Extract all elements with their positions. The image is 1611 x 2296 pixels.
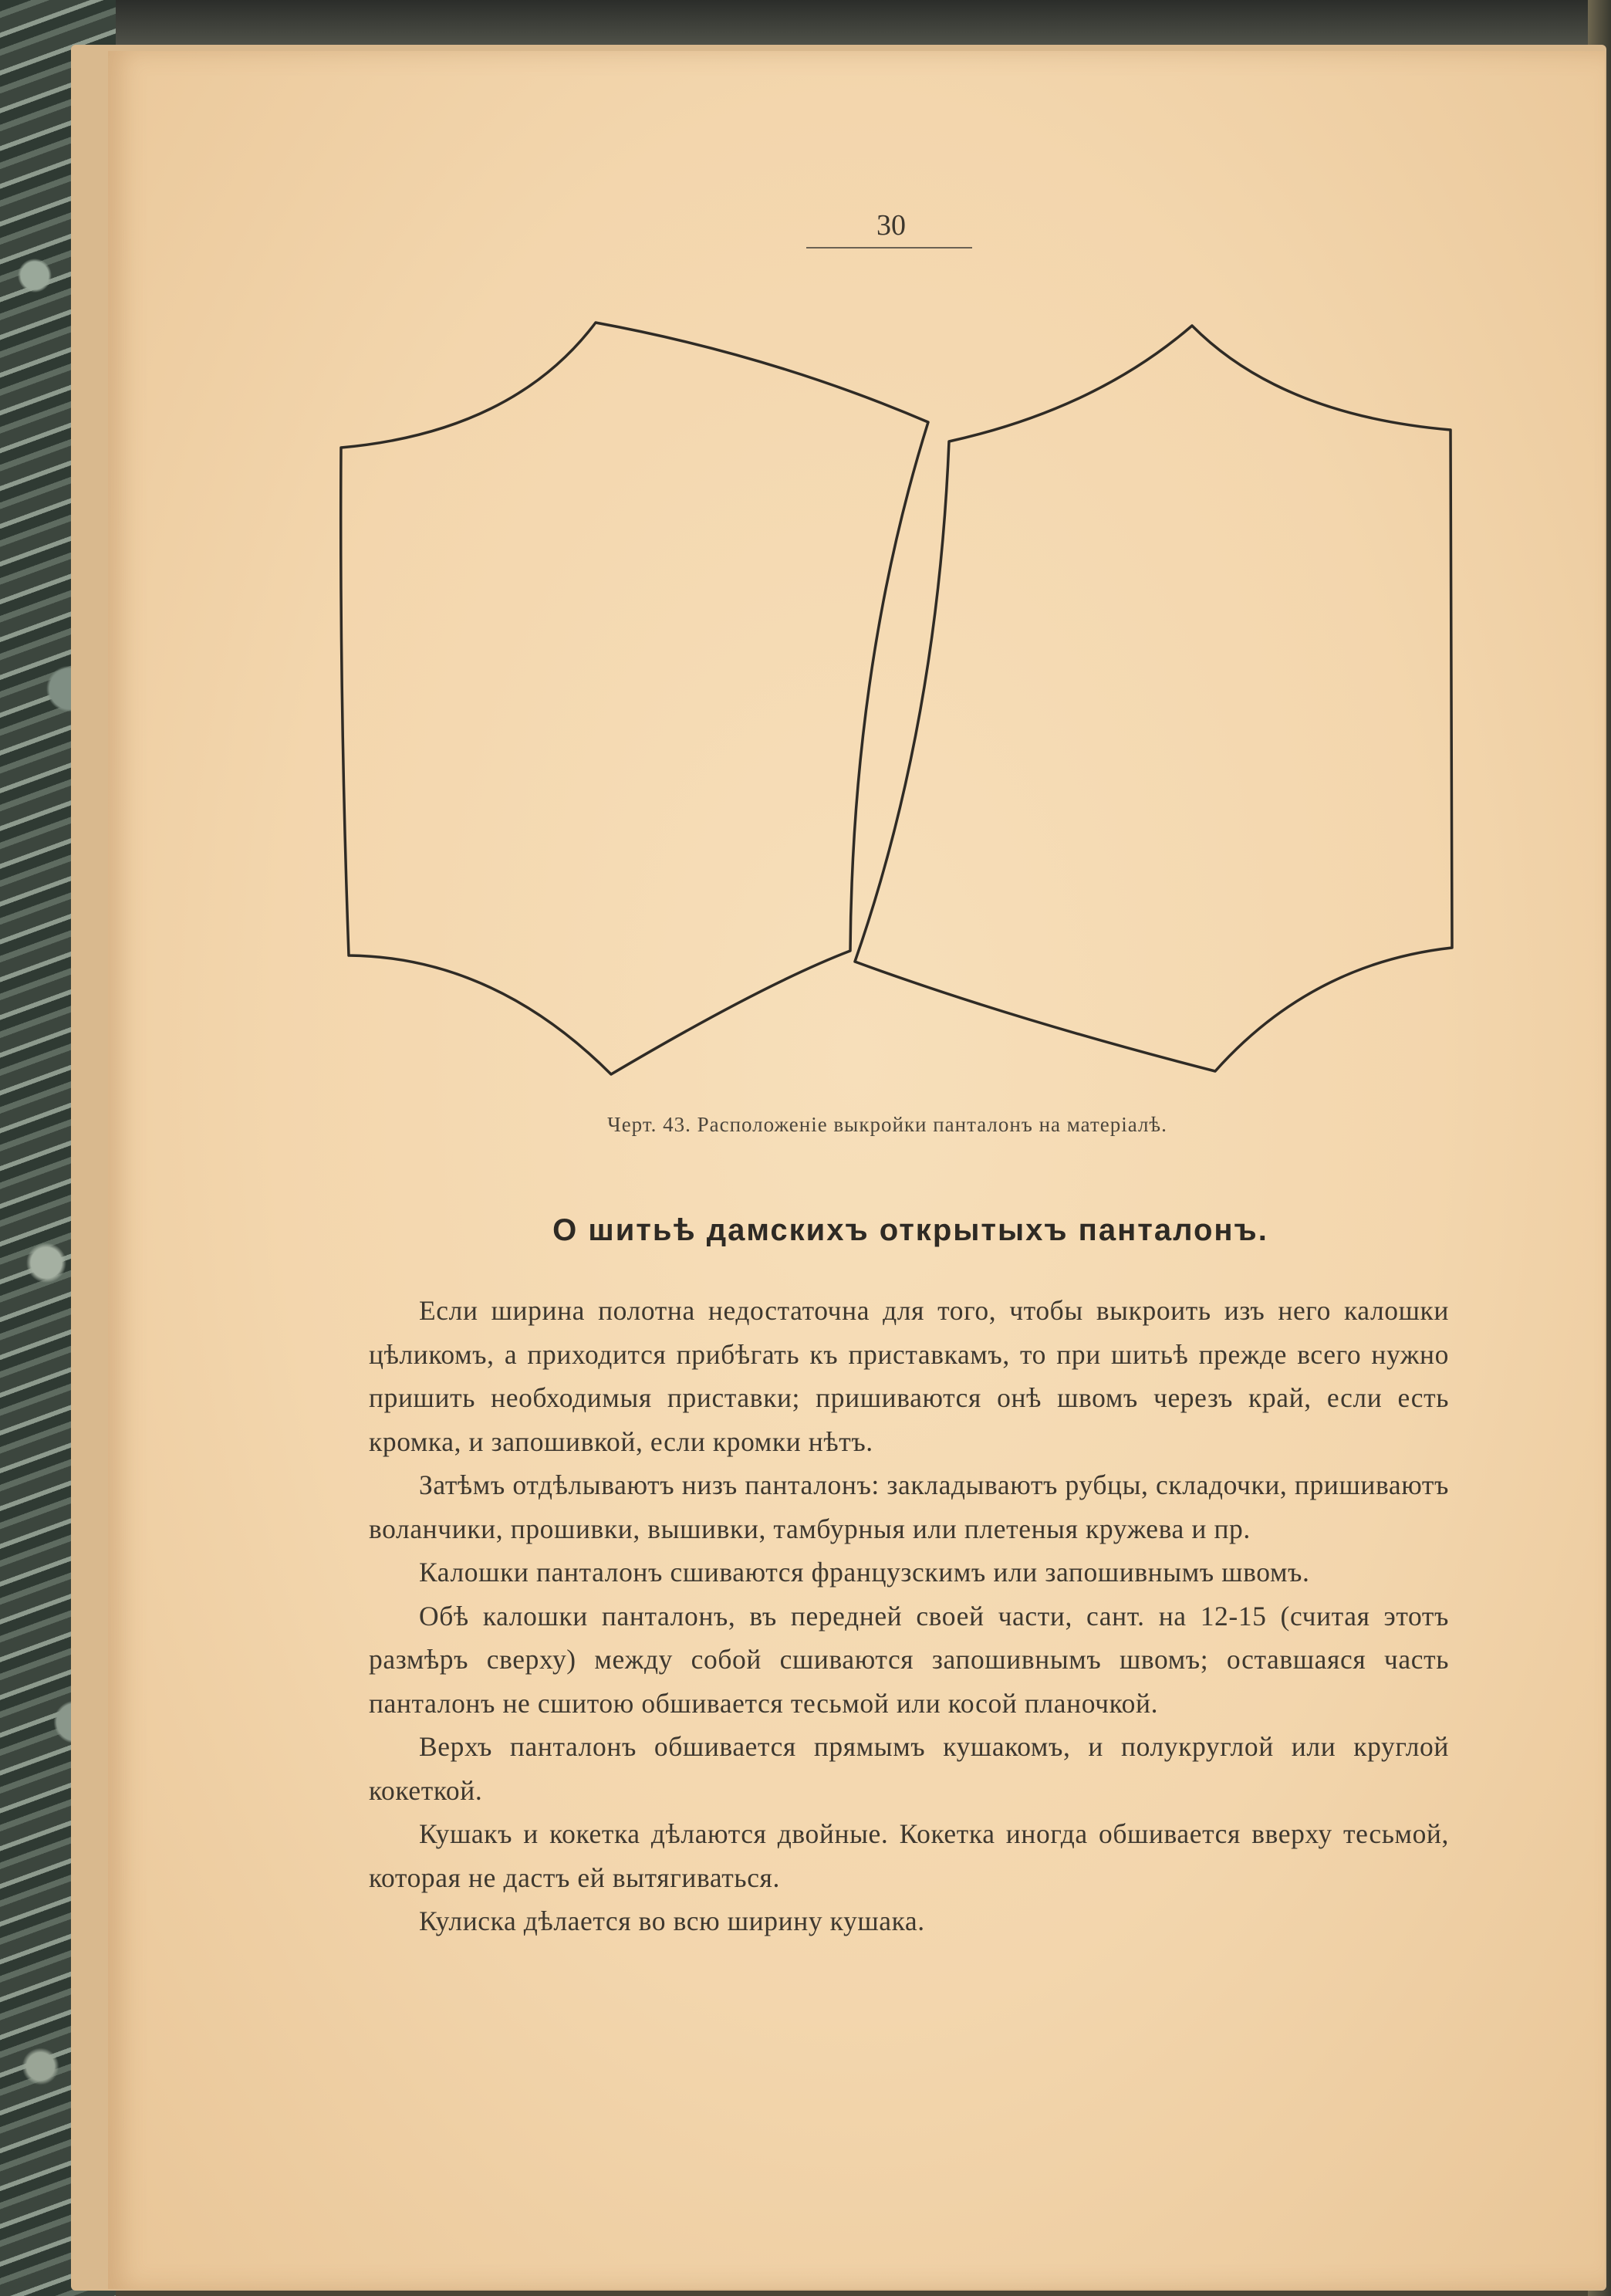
paragraph: Если ширина полотна недостаточна для того, чтобы выкроить изъ него калошки цѣликомъ, а приходится прибѣгать къ приставкамъ, то при шитьѣ прежде всего нужно пришить необходимыя приставки; пришиваются онѣ швомъ черезъ край, если есть кромка, и запошивкой, если кромки нѣтъ. xyxy=(369,1295,1449,1457)
paragraph: Затѣмъ отдѣлываютъ низъ панталонъ: закладываютъ рубцы, складочки, пришиваютъ воланчики, прошивки, вышивки, тамбурныя или плетеныя кружева и пр. xyxy=(369,1469,1449,1544)
paragraph: Верхъ панталонъ обшивается прямымъ кушакомъ, и полукруглой или круглой кокеткой. xyxy=(369,1731,1449,1806)
paragraph: Кулиска дѣлается во всю ширину кушака. xyxy=(419,1905,925,1936)
page-number: 30 xyxy=(876,209,906,242)
right-pattern-piece xyxy=(855,326,1452,1071)
section-heading: О шитьѣ дамскихъ открытыхъ панталонъ. xyxy=(552,1213,1268,1247)
left-pattern-piece xyxy=(341,323,928,1074)
paragraph: Кушакъ и кокетка дѣлаются двойные. Кокетка иногда обшивается вверху тесьмой, которая не дастъ ей вытягиваться. xyxy=(369,1818,1449,1893)
body-text xyxy=(369,1289,1449,1943)
figure-caption: Черт. 43. Расположенiе выкройки панталонъ на матерiалѣ. xyxy=(607,1113,1167,1136)
paragraph: Обѣ калошки панталонъ, въ передней своей части, сант. на 12-15 (считая этотъ размѣръ сверху) между собой сшиваются запошивнымъ швомъ; оставшаяся часть панталонъ не сшитою обшивается тесьмой или косой планочкой. xyxy=(369,1600,1449,1719)
paragraph: Калошки панталонъ сшиваются французскимъ или запошивнымъ швомъ. xyxy=(419,1557,1310,1588)
